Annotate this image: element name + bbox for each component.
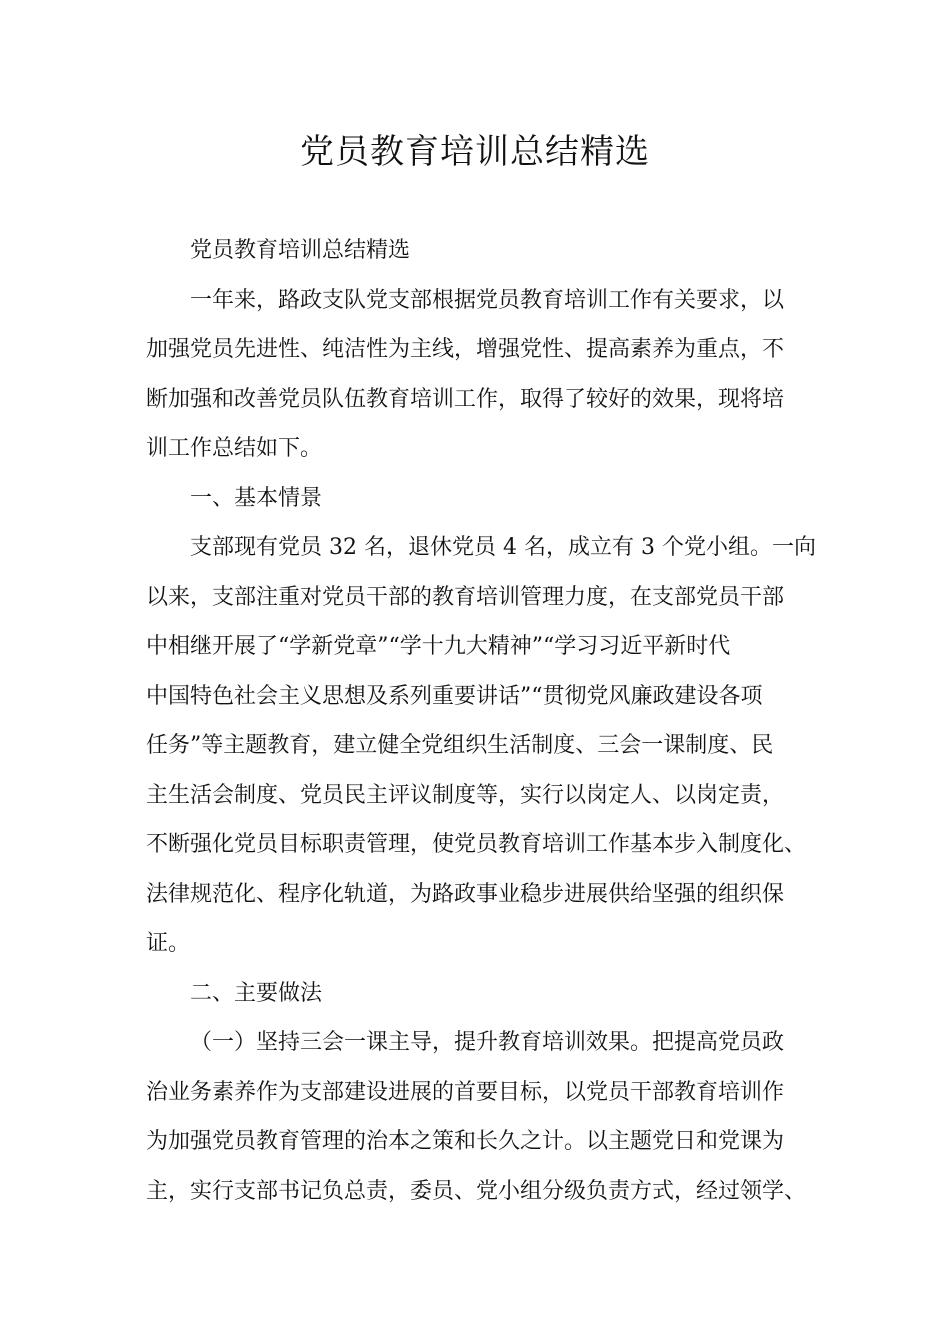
text-line: 断加强和改善党员队伍教育培训工作，取得了较好的效果，现将培	[146, 386, 785, 412]
text-line: 加强党员先进性、纯洁性为主线，增强党性、提高素养为重点，不	[146, 337, 785, 362]
text-line: 中国特色社会主义思想及系列重要讲话”“贯彻党风廉政建设各项	[146, 683, 763, 709]
text-line: 法律规范化、程序化轨道，为路政事业稳步进展供给坚强的组织保	[146, 881, 785, 907]
text-line: 支部现有党员 32 名，退休党员 4 名，成立有 3 个党小组。一向	[190, 535, 816, 560]
text-line: 以来，支部注重对党员干部的教育培训管理力度，在支部党员干部	[146, 584, 785, 610]
text-line: 主，实行支部书记负总责，委员、党小组分级负责方式，经过领学、	[146, 1178, 807, 1204]
text-line: 一年来，路政支队党支部根据党员教育培训工作有关要求，以	[190, 287, 785, 313]
text-line: 任务”等主题教育，建立健全党组织生活制度、三会一课制度、民	[146, 733, 774, 758]
text-line: 主生活会制度、党员民主评议制度等，实行以岗定人、以岗定责，	[146, 782, 785, 808]
text-line: 治业务素养作为支部建设进展的首要目标，以党员干部教育培训作	[146, 1079, 785, 1105]
text-line: 一、基本情景	[190, 485, 323, 511]
text-line: （一）坚持三会一课主导，提升教育培训效果。把提高党员政	[190, 1030, 785, 1055]
text-line: 证。	[146, 931, 191, 956]
text-line: 二、主要做法	[190, 980, 323, 1006]
text-line: 不断强化党员目标职责管理，使党员教育培训工作基本步入制度化、	[146, 832, 807, 857]
text-line: 党员教育培训总结精选	[190, 238, 411, 263]
text-line: 训工作总结如下。	[146, 436, 323, 461]
text-line: 为加强党员教育管理的治本之策和长久之计。以主题党日和党课为	[146, 1129, 785, 1154]
document-body	[146, 226, 822, 1216]
document-title: 党员教育培训总结精选	[300, 132, 650, 172]
text-line: 中相继开展了“学新党章”“学十九大精神”“学习习近平新时代	[146, 634, 731, 659]
